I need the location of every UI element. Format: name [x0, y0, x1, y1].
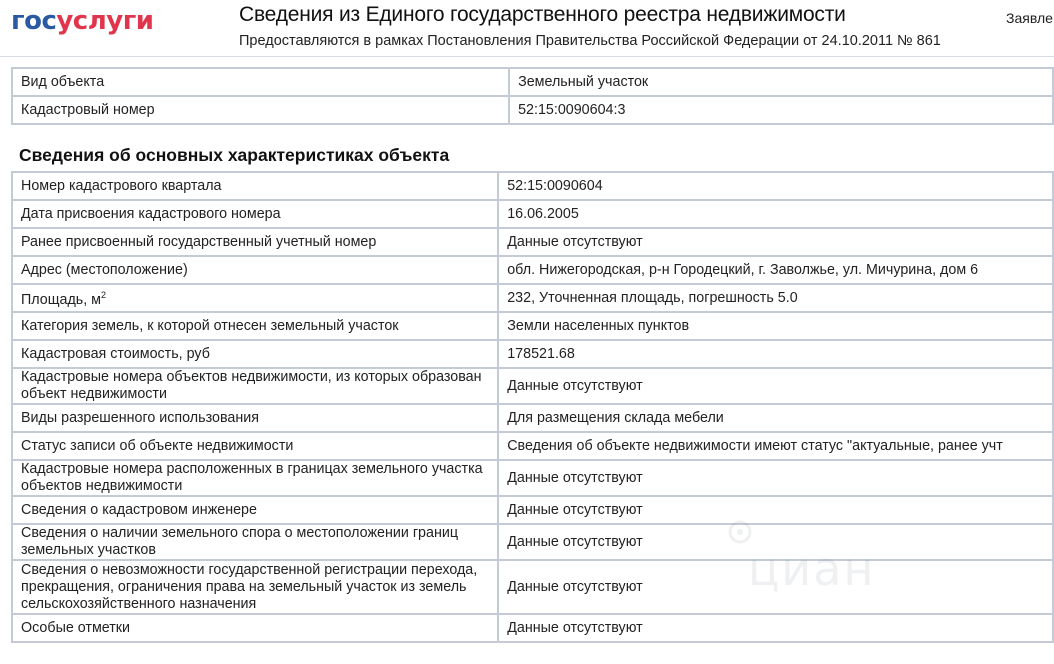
- row-value: 232, Уточненная площадь, погрешность 5.0: [498, 284, 1053, 312]
- row-label: Категория земель, к которой отнесен земельный участок: [12, 312, 498, 340]
- row-value: Для размещения склада мебели: [498, 404, 1053, 432]
- gosuslugi-logo[interactable]: [11, 4, 154, 38]
- row-label: Сведения о кадастровом инженере: [12, 496, 498, 524]
- row-value: Данные отсутствуют: [498, 496, 1053, 524]
- row-label: Сведения о наличии земельного спора о местоположении границ земельных участков: [12, 524, 498, 560]
- table-row: [12, 68, 1053, 96]
- row-label: [12, 284, 498, 312]
- area-label-sup: 2: [101, 290, 107, 301]
- row-label: Кадастровая стоимость, руб: [12, 340, 498, 368]
- row-value: Данные отсутствуют: [498, 460, 1053, 496]
- table-row: [12, 404, 1053, 432]
- row-value: Данные отсутствуют: [498, 368, 1053, 404]
- row-label: Кадастровый номер: [12, 96, 509, 124]
- row-label: Особые отметки: [12, 614, 498, 642]
- table-row: [12, 460, 1053, 496]
- table-row: [12, 256, 1053, 284]
- row-value: Данные отсутствуют: [498, 524, 1053, 560]
- table-row: [12, 96, 1053, 124]
- row-label: Виды разрешенного использования: [12, 404, 498, 432]
- row-label: Статус записи об объекте недвижимости: [12, 432, 498, 460]
- table-row: [12, 200, 1053, 228]
- row-label: Вид объекта: [12, 68, 509, 96]
- table-row: [12, 560, 1053, 614]
- row-label: Ранее присвоенный государственный учетный номер: [12, 228, 498, 256]
- page-header: [0, 0, 1054, 57]
- page-title: Сведения из Единого государственного реестра недвижимости: [239, 3, 846, 26]
- row-label: Кадастровые номера расположенных в границах земельного участка объектов недвижимости: [12, 460, 498, 496]
- row-value: 52:15:0090604:3: [509, 96, 1053, 124]
- table-row: [12, 172, 1053, 200]
- row-value: 52:15:0090604: [498, 172, 1053, 200]
- row-value: Земли населенных пунктов: [498, 312, 1053, 340]
- table-row: [12, 368, 1053, 404]
- table-row: [12, 228, 1053, 256]
- section-title: Сведения об основных характеристиках объекта: [19, 145, 450, 165]
- watermark-text: циан: [748, 542, 876, 596]
- row-value: Данные отсутствуют: [498, 614, 1053, 642]
- area-label-text: Площадь, м: [21, 291, 102, 308]
- characteristics-table: [11, 171, 1054, 643]
- row-value: Данные отсутствуют: [498, 560, 1053, 614]
- object-table: [11, 67, 1054, 125]
- row-value: 178521.68: [498, 340, 1053, 368]
- table-row: [12, 614, 1053, 642]
- row-value: обл. Нижегородская, р-н Городецкий, г. Заволжье, ул. Мичурина, дом 6: [498, 256, 1053, 284]
- table-row: [12, 524, 1053, 560]
- table-row: [12, 312, 1053, 340]
- page-subtitle: Предоставляются в рамках Постановления Правительства Российской Федерации от 24.10.2011 № 861: [239, 33, 941, 49]
- row-value: Данные отсутствуют: [498, 228, 1053, 256]
- logo-part-uslugi: услуги: [56, 6, 154, 36]
- row-label: Сведения о невозможности государственной регистрации перехода, прекращения, ограничения права на земельный участок из земель сельскохозяйственного назначения: [12, 560, 498, 614]
- table-row: [12, 496, 1053, 524]
- row-label: Номер кадастрового квартала: [12, 172, 498, 200]
- row-value: Сведения об объекте недвижимости имеют статус "актуальные, ранее учт: [498, 432, 1053, 460]
- logo-part-gos: гос: [11, 6, 57, 36]
- row-label: Адрес (местоположение): [12, 256, 498, 284]
- application-link[interactable]: Заявле: [1006, 10, 1053, 26]
- row-label: Кадастровые номера объектов недвижимости, из которых образован объект недвижимости: [12, 368, 498, 404]
- row-label: Дата присвоения кадастрового номера: [12, 200, 498, 228]
- table-row: [12, 432, 1053, 460]
- table-row: [12, 284, 1053, 312]
- table-row: [12, 340, 1053, 368]
- row-value: 16.06.2005: [498, 200, 1053, 228]
- row-value: Земельный участок: [509, 68, 1053, 96]
